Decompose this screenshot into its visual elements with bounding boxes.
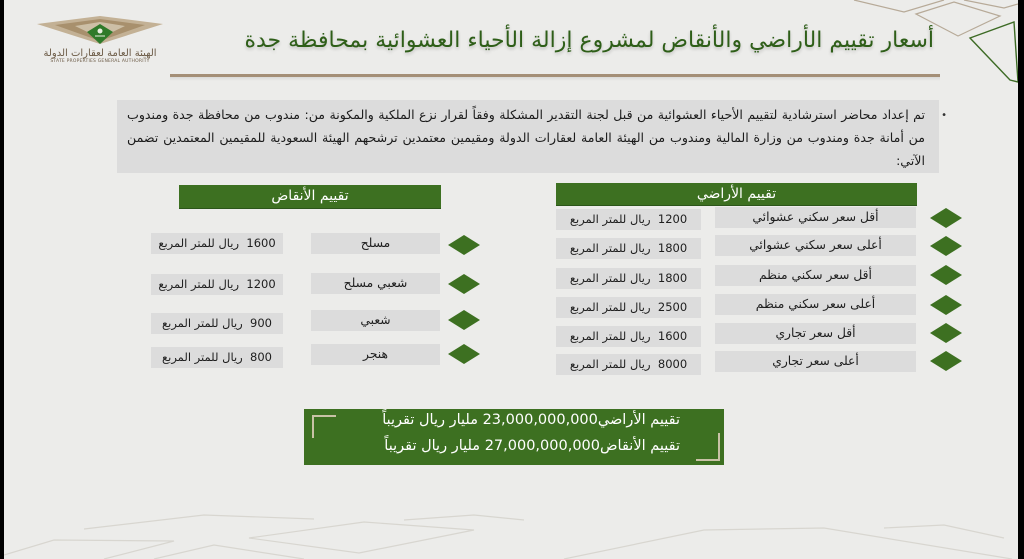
diamond-bullet-icon bbox=[448, 235, 480, 255]
logo-name-arabic: الهيئة العامة لعقارات الدولة bbox=[43, 48, 157, 59]
lands-label: أعلى سعر سكني منظم bbox=[715, 294, 916, 315]
rubble-price: 900 ريال للمتر المربع bbox=[151, 313, 283, 334]
rubble-total: تقييم الأنقاض27,000,000,000 مليار ريال تقريباً bbox=[384, 438, 680, 454]
page-title: أسعار تقييم الأراضي والأنقاض لمشروع إزالة الأحياء العشوائية بمحافظة جدة bbox=[244, 28, 934, 53]
rubble-label: مسلح bbox=[311, 233, 440, 254]
totals-box bbox=[304, 409, 724, 465]
diamond-bullet-icon bbox=[448, 310, 480, 330]
diamond-bullet-icon bbox=[930, 295, 962, 315]
rubble-price: 1200 ريال للمتر المربع bbox=[151, 274, 283, 295]
corner-bracket-icon bbox=[312, 415, 336, 438]
lands-price: 2500 ريال للمتر المربع bbox=[556, 297, 701, 318]
rubble-label: شعبي مسلح bbox=[311, 273, 440, 294]
diamond-bullet-icon bbox=[930, 208, 962, 228]
diamond-bullet-icon bbox=[930, 351, 962, 371]
rubble-label: شعبي bbox=[311, 310, 440, 331]
diamond-bullet-icon bbox=[448, 274, 480, 294]
slide bbox=[4, 0, 1018, 559]
logo-emblem-icon bbox=[35, 14, 165, 46]
intro-text: تم إعداد محاضر استرشادية لتقييم الأحياء العشوائية من قبل لجنة التقدير المشكلة وفقاً لقرار نزع الملكية والمكونة من: مندوب من محافظة جدة ومندوب من أمانة جدة ومندوب من وزارة المالية ومندوب من الهيئة العامة لعقارات الدولة ومقيمين معتمدين ترشحهم الهيئة السعودية للمقيمين المعتمدين تضمن الآتي: bbox=[127, 107, 925, 168]
lands-price: 1600 ريال للمتر المربع bbox=[556, 326, 701, 347]
bullet-icon: • bbox=[941, 110, 947, 121]
lands-label: أعلى سعر سكني عشوائي bbox=[715, 235, 916, 256]
lands-label: أقل سعر سكني عشوائي bbox=[715, 207, 916, 228]
logo-name-english: STATE PROPERTIES GENERAL AUTHORITY bbox=[50, 59, 150, 64]
diamond-bullet-icon bbox=[448, 344, 480, 364]
rubble-price: 800 ريال للمتر المربع bbox=[151, 347, 283, 368]
rubble-price: 1600 ريال للمتر المربع bbox=[151, 233, 283, 254]
lands-total: تقييم الأراضي23,000,000,000 مليار ريال تقريباً bbox=[382, 412, 680, 428]
title-underline-shadow bbox=[170, 77, 940, 81]
authority-logo bbox=[30, 14, 170, 76]
diamond-bullet-icon bbox=[930, 236, 962, 256]
lands-label: أقل سعر سكني منظم bbox=[715, 265, 916, 286]
lands-label: أعلى سعر تجاري bbox=[715, 351, 916, 372]
corner-bracket-icon bbox=[696, 433, 720, 461]
lands-section-header: تقييم الأراضي bbox=[556, 183, 917, 206]
diamond-bullet-icon bbox=[930, 265, 962, 285]
lands-price: 1200 ريال للمتر المربع bbox=[556, 209, 701, 230]
lands-price: 1800 ريال للمتر المربع bbox=[556, 238, 701, 259]
lands-price: 1800 ريال للمتر المربع bbox=[556, 268, 701, 289]
rubble-section-header: تقييم الأنقاض bbox=[179, 185, 441, 209]
lands-label: أقل سعر تجاري bbox=[715, 323, 916, 344]
intro-paragraph bbox=[117, 100, 947, 173]
diamond-bullet-icon bbox=[930, 323, 962, 343]
lands-price: 8000 ريال للمتر المربع bbox=[556, 354, 701, 375]
rubble-label: هنجر bbox=[311, 344, 440, 365]
